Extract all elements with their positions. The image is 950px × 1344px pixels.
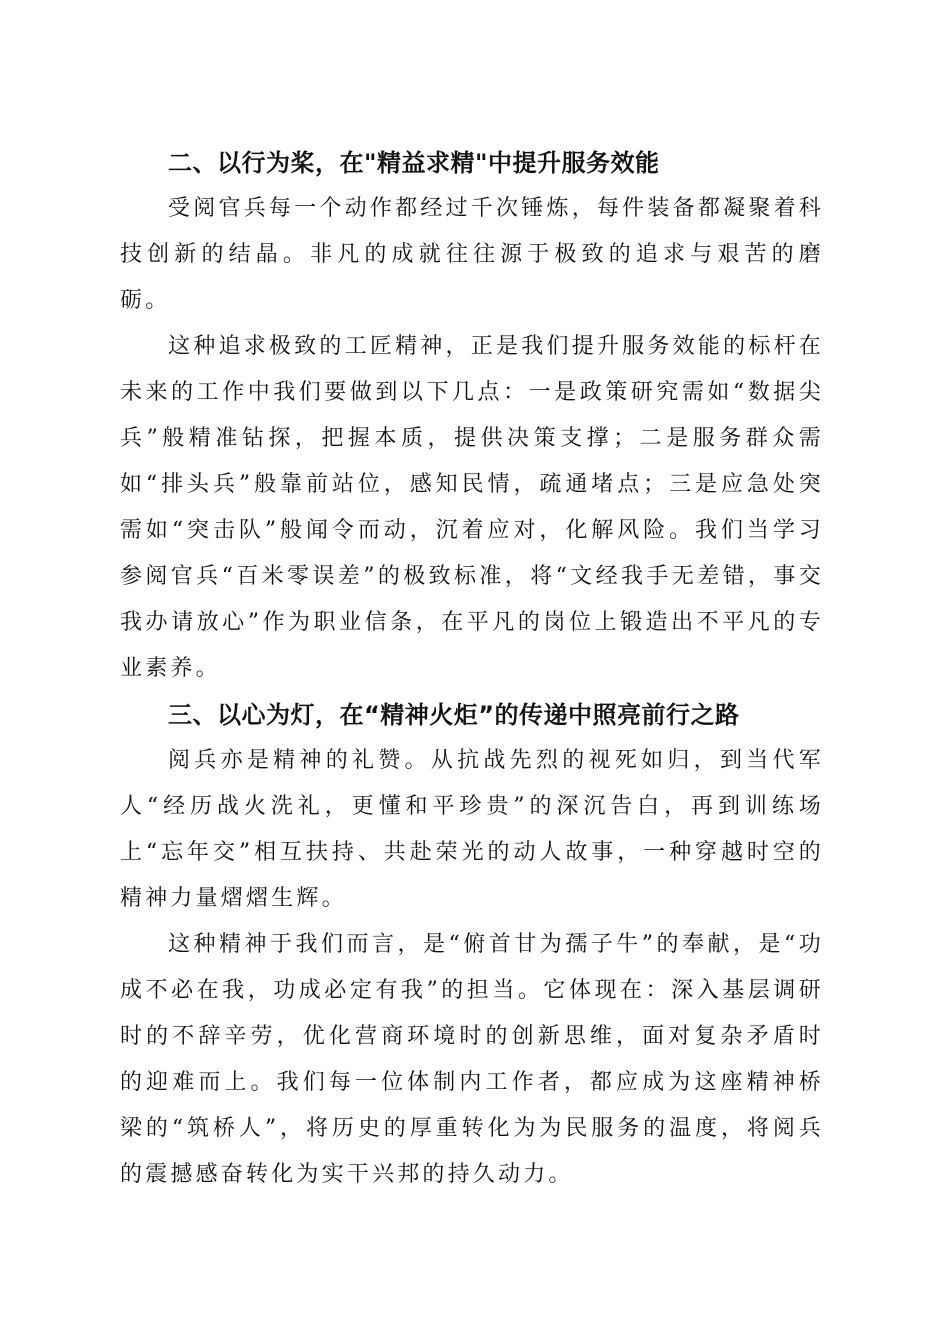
paragraph: 这种精神于我们而言，是“俯首甘为孺子牛”的奉献，是“功成不必在我，功成必定有我”的担当。它体现在：深入基层调研时的不辞辛劳，优化营商环境时的创新思维，面对复杂矛盾时的迎难而上。我们每一位体制内工作者，都应成为这座精神桥梁的“筑桥人”，将历史的厚重转化为为民服务的温度，将阅兵的震撼感奋转化为实干兴邦的持久动力。 <box>120 932 824 1187</box>
paragraph: 受阅官兵每一个动作都经过千次锤炼，每件装备都凝聚着科技创新的结晶。非凡的成就往往源于极致的追求与艰苦的磨砺。 <box>120 196 824 313</box>
paragraph: 阅兵亦是精神的礼赞。从抗战先烈的视死如归，到当代军人“经历战火洗礼，更懂和平珍贵”的深沉告白，再到训练场上“忘年交”相互扶持、共赴荣光的动人故事，一种穿越时空的精神力量熠熠生辉。 <box>120 748 824 911</box>
section-heading-2: 二、以行为桨，在"精益求精"中提升服务效能 <box>168 149 660 177</box>
document-body <box>120 140 824 1198</box>
section-heading-3: 三、以心为灯，在“精神火炬”的传递中照亮前行之路 <box>168 701 740 729</box>
paragraph: 这种追求极致的工匠精神，正是我们提升服务效能的标杆在未来的工作中我们要做到以下几点：一是政策研究需如“数据尖兵”般精准钻探，把握本质，提供决策支撑；二是服务群众需如“排头兵”般靠前站位，感知民情，疏通堵点；三是应急处突需如“突击队”般闻令而动，沉着应对，化解风险。我们当学习参阅官兵“百米零误差”的极致标准，将“文经我手无差错，事交我办请放心”作为职业信条，在平凡的岗位上锻造出不平凡的专业素养。 <box>120 334 824 681</box>
